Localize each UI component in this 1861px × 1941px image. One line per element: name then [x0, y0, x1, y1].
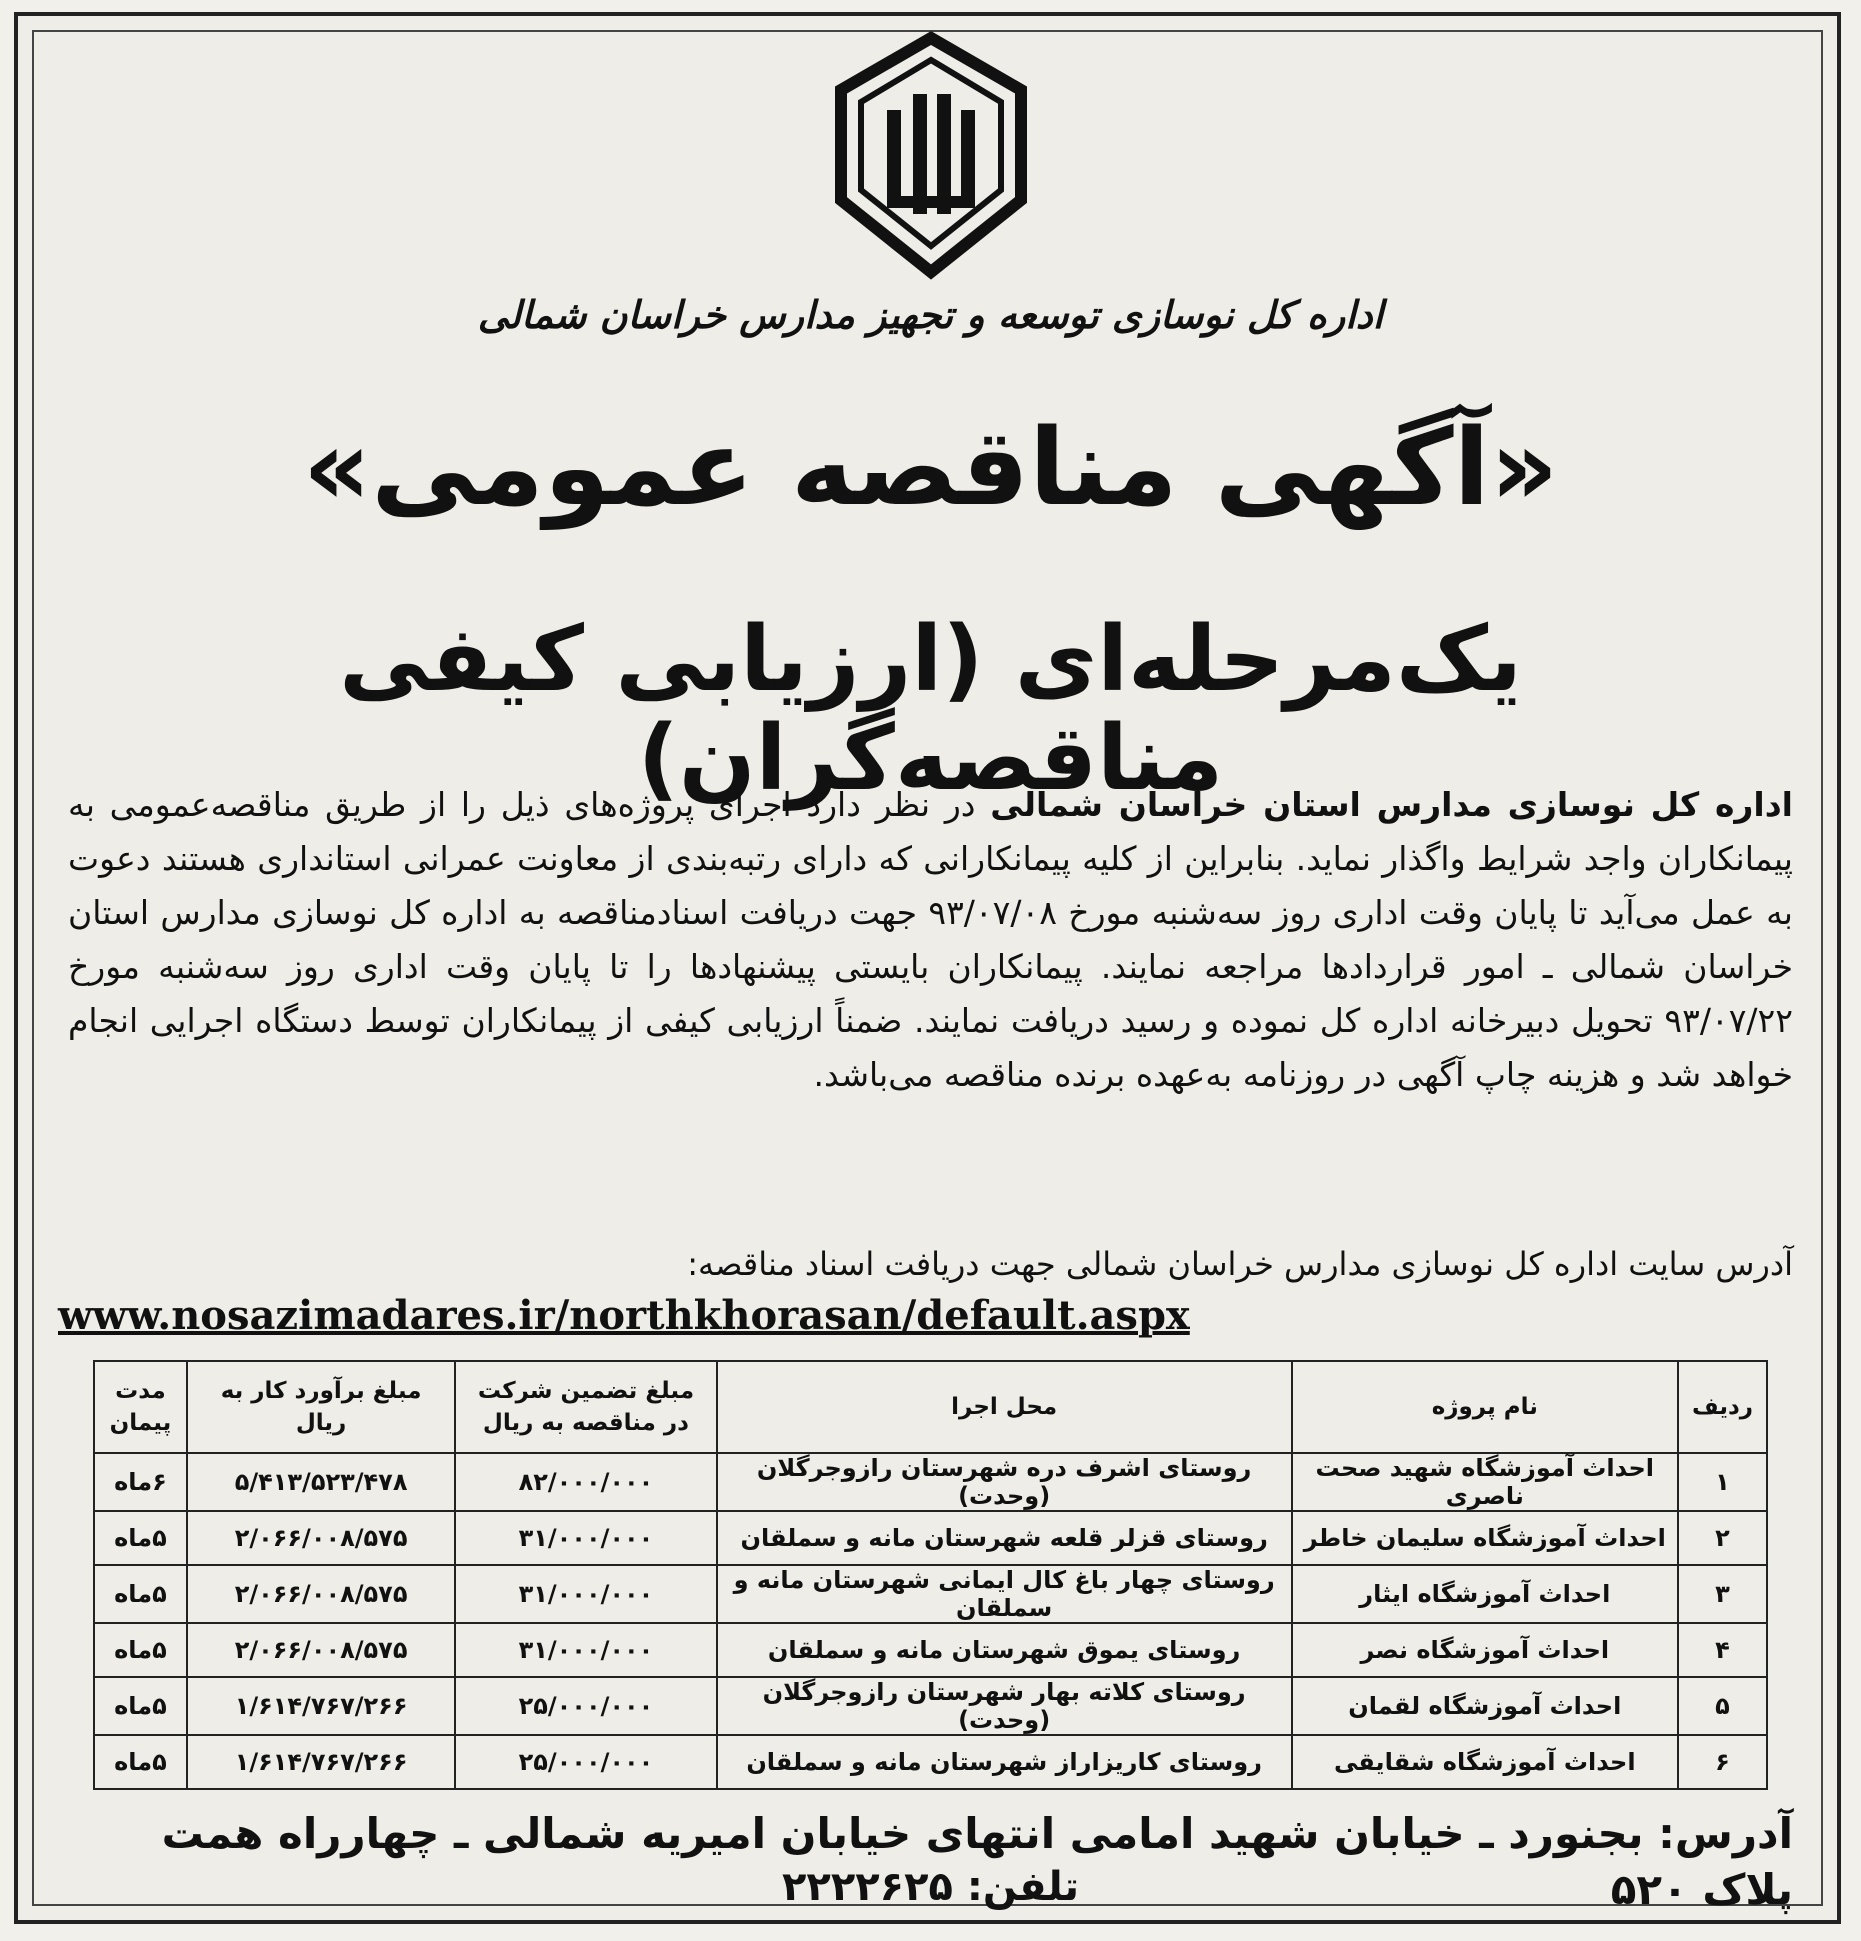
table-row: [94, 1511, 1767, 1565]
cell-location: روستای یموق شهرستان مانه و سملقان: [717, 1623, 1292, 1677]
table-row: [94, 1565, 1767, 1623]
cell-estimate: ۱/۶۱۴/۷۶۷/۲۶۶: [187, 1677, 455, 1735]
announcement-body: [68, 778, 1793, 1102]
header-row-number: ردیف: [1678, 1361, 1767, 1453]
cell-guarantee: ۳۱/۰۰۰/۰۰۰: [455, 1511, 716, 1565]
organization-logo-icon: [831, 30, 1031, 280]
office-address: آدرس: بجنورد ـ خیابان شهید امامی انتهای خیابان امیریه شمالی ـ چهارراه همت پلاک ۵۲۰: [161, 1809, 1793, 1914]
table-header-row: [94, 1361, 1767, 1453]
cell-location: روستای چهار باغ کال ایمانی شهرستان مانه و سملقان: [717, 1565, 1292, 1623]
header-guarantee-amount: مبلغ تضمین شرکت در مناقصه به ریال: [455, 1361, 716, 1453]
cell-duration: ۶ماه: [94, 1453, 187, 1511]
site-address-label: آدرس سایت اداره کل نوسازی مدارس خراسان شمالی جهت دریافت اسناد مناقصه:: [687, 1245, 1793, 1283]
cell-row-number: ۲: [1678, 1511, 1767, 1565]
cell-guarantee: ۳۱/۰۰۰/۰۰۰: [455, 1623, 716, 1677]
advertisement-subtitle: یک‌مرحله‌ای (ارزیابی کیفی مناقصه‌گران): [339, 607, 1522, 811]
cell-estimate: ۲/۰۶۶/۰۰۸/۵۷۵: [187, 1565, 455, 1623]
announcement-lead: اداره کل نوسازی مدارس استان خراسان شمالی: [990, 785, 1793, 824]
cell-location: روستای کاریزاراز شهرستان مانه و سملقان: [717, 1735, 1292, 1789]
cell-row-number: ۵: [1678, 1677, 1767, 1735]
header-contract-duration: مدت پیمان: [94, 1361, 187, 1453]
cell-project-name: احداث آموزشگاه ایثار: [1292, 1565, 1678, 1623]
organization-name: اداره کل نوسازی توسعه و تجهیز مدارس خراسان شمالی: [477, 292, 1384, 337]
cell-duration: ۵ماه: [94, 1735, 187, 1789]
cell-project-name: احداث آموزشگاه شهید صحت ناصری: [1292, 1453, 1678, 1511]
table-row: [94, 1623, 1767, 1677]
cell-row-number: ۳: [1678, 1565, 1767, 1623]
table-row: [94, 1735, 1767, 1789]
cell-project-name: احداث آموزشگاه سلیمان خاطر: [1292, 1511, 1678, 1565]
cell-estimate: ۲/۰۶۶/۰۰۸/۵۷۵: [187, 1623, 455, 1677]
header-project-name: نام پروژه: [1292, 1361, 1678, 1453]
cell-duration: ۵ماه: [94, 1677, 187, 1735]
tender-documents-link[interactable]: www.nosazimadares.ir/northkhorasan/default.aspx: [58, 1292, 1190, 1339]
cell-guarantee: ۳۱/۰۰۰/۰۰۰: [455, 1565, 716, 1623]
cell-estimate: ۵/۴۱۳/۵۲۳/۴۷۸: [187, 1453, 455, 1511]
cell-location: روستای کلاته بهار شهرستان رازوجرگلان (وحدت): [717, 1677, 1292, 1735]
cell-guarantee: ۸۲/۰۰۰/۰۰۰: [455, 1453, 716, 1511]
cell-estimate: ۲/۰۶۶/۰۰۸/۵۷۵: [187, 1511, 455, 1565]
cell-duration: ۵ماه: [94, 1511, 187, 1565]
cell-project-name: احداث آموزشگاه شقایقی: [1292, 1735, 1678, 1789]
office-phone: تلفن: ۲۲۲۲۶۲۵: [782, 1864, 1079, 1910]
announcement-paragraph: در نظر دارد اجرای پروژه‌های ذیل را از طریق مناقصه‌عمومی به پیمانکاران واجد شرایط واگذار نماید. بنابراین از کلیه پیمانکارانی که دارای رتبه‌بندی از معاونت عمرانی استانداری هستند دعوت به عمل می‌آید تا پایان وقت اداری روز سه‌شنبه مورخ ۹۳/۰۷/۰۸ جهت دریافت اسنادمناقصه به اداره کل نوسازی مدارس استان خراسان شمالی ـ امور قراردادها مراجعه نمایند. پیمانکاران بایستی پیشنهادها را تا پایان وقت اداری روز سه‌شنبه مورخ ۹۳/۰۷/۲۲ تحویل دبیرخانه اداره کل نموده و رسید دریافت نمایند. ضمناً ارزیابی کیفی از پیمانکاران توسط دستگاه اجرایی انجام خواهد شد و هزینه چاپ آگهی در روزنامه به‌عهده برنده مناقصه می‌باشد.: [68, 785, 1793, 1094]
advertisement-title: «آگهی مناقصه عمومی»: [302, 406, 1559, 529]
table-row: [94, 1453, 1767, 1511]
cell-row-number: ۱: [1678, 1453, 1767, 1511]
projects-table: [93, 1360, 1768, 1790]
cell-location: روستای اشرف دره شهرستان رازوجرگلان (وحدت): [717, 1453, 1292, 1511]
table-row: [94, 1677, 1767, 1735]
cell-project-name: احداث آموزشگاه نصر: [1292, 1623, 1678, 1677]
tender-advertisement: [48, 30, 1813, 1914]
cell-guarantee: ۲۵/۰۰۰/۰۰۰: [455, 1677, 716, 1735]
cell-duration: ۵ماه: [94, 1623, 187, 1677]
cell-estimate: ۱/۶۱۴/۷۶۷/۲۶۶: [187, 1735, 455, 1789]
header-estimated-cost: مبلغ برآورد کار به ریال: [187, 1361, 455, 1453]
cell-row-number: ۴: [1678, 1623, 1767, 1677]
cell-project-name: احداث آموزشگاه لقمان: [1292, 1677, 1678, 1735]
cell-duration: ۵ماه: [94, 1565, 187, 1623]
cell-guarantee: ۲۵/۰۰۰/۰۰۰: [455, 1735, 716, 1789]
cell-location: روستای قزلر قلعه شهرستان مانه و سملقان: [717, 1511, 1292, 1565]
cell-row-number: ۶: [1678, 1735, 1767, 1789]
header-location: محل اجرا: [717, 1361, 1292, 1453]
